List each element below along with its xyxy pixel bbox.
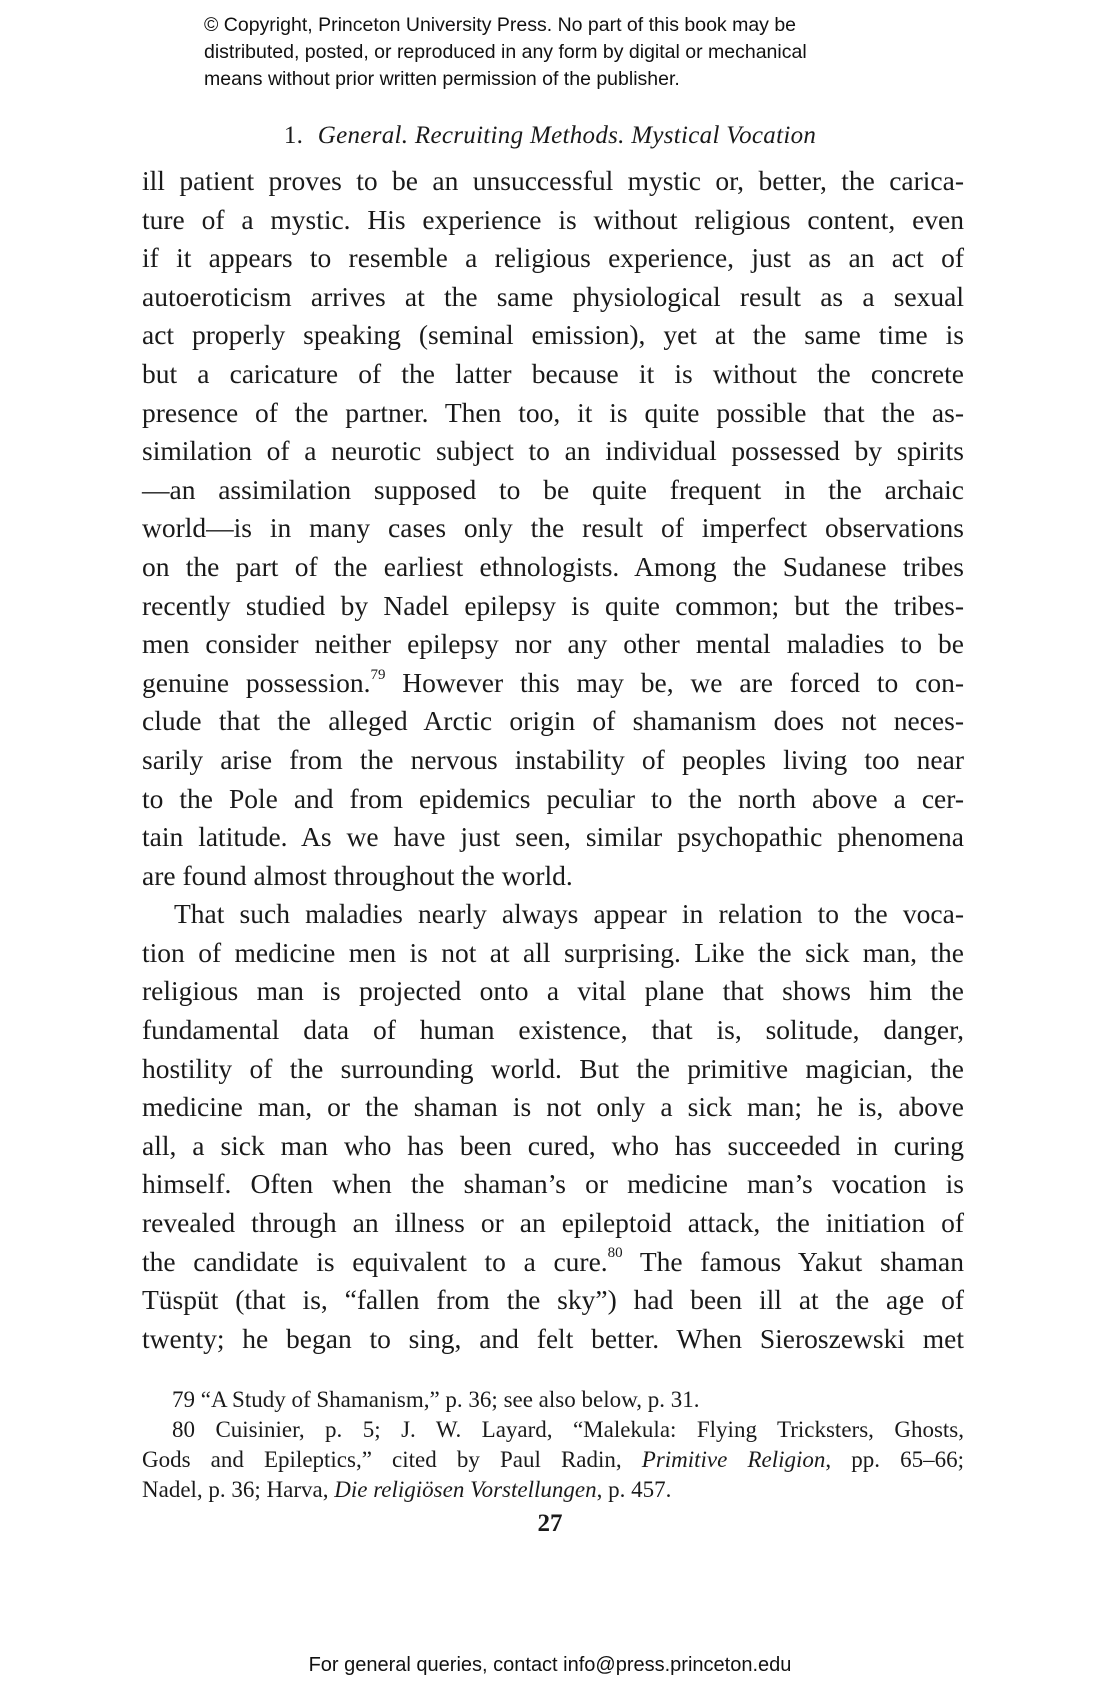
footer-contact: For general queries, contact info@press.princeton.edu: [308, 1654, 792, 1676]
text-line: sarily arise from the nervous instability of peoples living too near: [142, 743, 964, 775]
text-line: That such maladies nearly always appear in relation to the voca-: [174, 898, 964, 930]
footnote-80: 80 Cuisinier, p. 5; J. W. Layard, “Malekula: Flying Tricksters, Ghosts,: [172, 1417, 964, 1442]
footnote-80-line: [142, 1445, 964, 1475]
text-line: act properly speaking (seminal emission), yet at the same time is: [142, 319, 964, 351]
book-title: Primitive Religion: [641, 1447, 826, 1472]
text-line: religious man is projected onto a vital plane that shows him the: [142, 975, 964, 1007]
text-segment: , p. 457.: [596, 1477, 672, 1502]
section-number: 1.: [283, 122, 304, 149]
text-line: are found almost throughout the world.: [142, 859, 573, 891]
copyright-line: means without prior written permission of the publisher.: [204, 68, 680, 90]
copyright-line: © Copyright, Princeton University Press. No part of this book may be: [204, 14, 797, 36]
copyright-line: distributed, posted, or reproduced in any form by digital or mechanical: [204, 41, 807, 63]
text-line: Tüspüt (that is, “fallen from the sky”) had been ill at the age of: [142, 1284, 964, 1316]
footnote-79: 79 “A Study of Shamanism,” p. 36; see also below, p. 31.: [172, 1387, 700, 1412]
text-line: hostility of the surrounding world. But the primitive magician, the: [142, 1052, 964, 1084]
text-segment: the candidate is equivalent to a cure.: [142, 1245, 608, 1277]
text-line: twenty; he began to sing, and felt better. When Sieroszewski met: [142, 1322, 964, 1354]
text-segment: The famous Yakut shaman: [622, 1245, 964, 1277]
section-title: General. Recruiting Methods. Mystical Vocation: [317, 122, 817, 149]
text-line: ill patient proves to be an unsuccessful mystic or, better, the carica-: [142, 165, 964, 196]
text-line: if it appears to resemble a religious experience, just as an act of: [142, 242, 964, 274]
copyright-notice: [204, 12, 924, 93]
text-line: revealed through an illness or an epileptoid attack, the initiation of: [142, 1207, 964, 1239]
text-line: himself. Often when the shaman’s or medicine man’s vocation is: [142, 1168, 964, 1200]
text-line: all, a sick man who has been cured, who has succeeded in curing: [142, 1129, 964, 1161]
text-line: tion of medicine men is not at all surprising. Like the sick man, the: [142, 936, 964, 968]
running-head: [0, 122, 1100, 150]
text-line: recently studied by Nadel epilepsy is quite common; but the tribes-: [142, 589, 964, 621]
footnotes: [142, 1385, 964, 1505]
text-line: similation of a neurotic subject to an individual possessed by spirits: [142, 435, 964, 467]
text-line: tain latitude. As we have just seen, similar psychopathic phenomena: [142, 821, 964, 853]
text-segment: , pp. 65–66;: [825, 1447, 965, 1472]
text-line: but a caricature of the latter because it is without the concrete: [142, 357, 964, 389]
text-line: on the part of the earliest ethnologists. Among the Sudanese tribes: [142, 550, 964, 582]
page-number: 27: [537, 1510, 563, 1537]
text-segment: However this may be, we are forced to con-: [385, 666, 964, 698]
text-line: —an assimilation supposed to be quite frequent in the archaic: [142, 473, 964, 505]
text-line: [142, 1243, 964, 1282]
footnote-ref-80: 80: [607, 1245, 623, 1262]
text-line: medicine man, or the shaman is not only a sick man; he is, above: [142, 1091, 964, 1123]
text-segment: Nadel, p. 36; Harva,: [142, 1477, 335, 1502]
text-segment: genuine possession.: [142, 666, 371, 698]
text-segment: Gods and Epileptics,” cited by Paul Radin,: [142, 1447, 642, 1472]
text-line: ture of a mystic. His experience is without religious content, even: [142, 203, 964, 235]
text-line: men consider neither epilepsy nor any other mental maladies to be: [142, 628, 964, 660]
text-line: autoeroticism arrives at the same physiological result as a sexual: [142, 280, 964, 312]
text-line: fundamental data of human existence, that is, solitude, danger,: [142, 1014, 964, 1046]
footnote-ref-79: 79: [370, 666, 386, 683]
text-line: clude that the alleged Arctic origin of shamanism does not neces-: [142, 705, 964, 737]
text-line: to the Pole and from epidemics peculiar to the north above a cer-: [142, 782, 964, 814]
footnote-80-line: [142, 1475, 964, 1505]
text-line: world—is in many cases only the result of imperfect observations: [142, 512, 964, 544]
text-line: presence of the partner. Then too, it is quite possible that the as-: [142, 396, 964, 428]
text-line: [142, 664, 964, 703]
body-text: [142, 162, 964, 1358]
book-title: Die religiösen Vorstellungen: [334, 1477, 597, 1502]
